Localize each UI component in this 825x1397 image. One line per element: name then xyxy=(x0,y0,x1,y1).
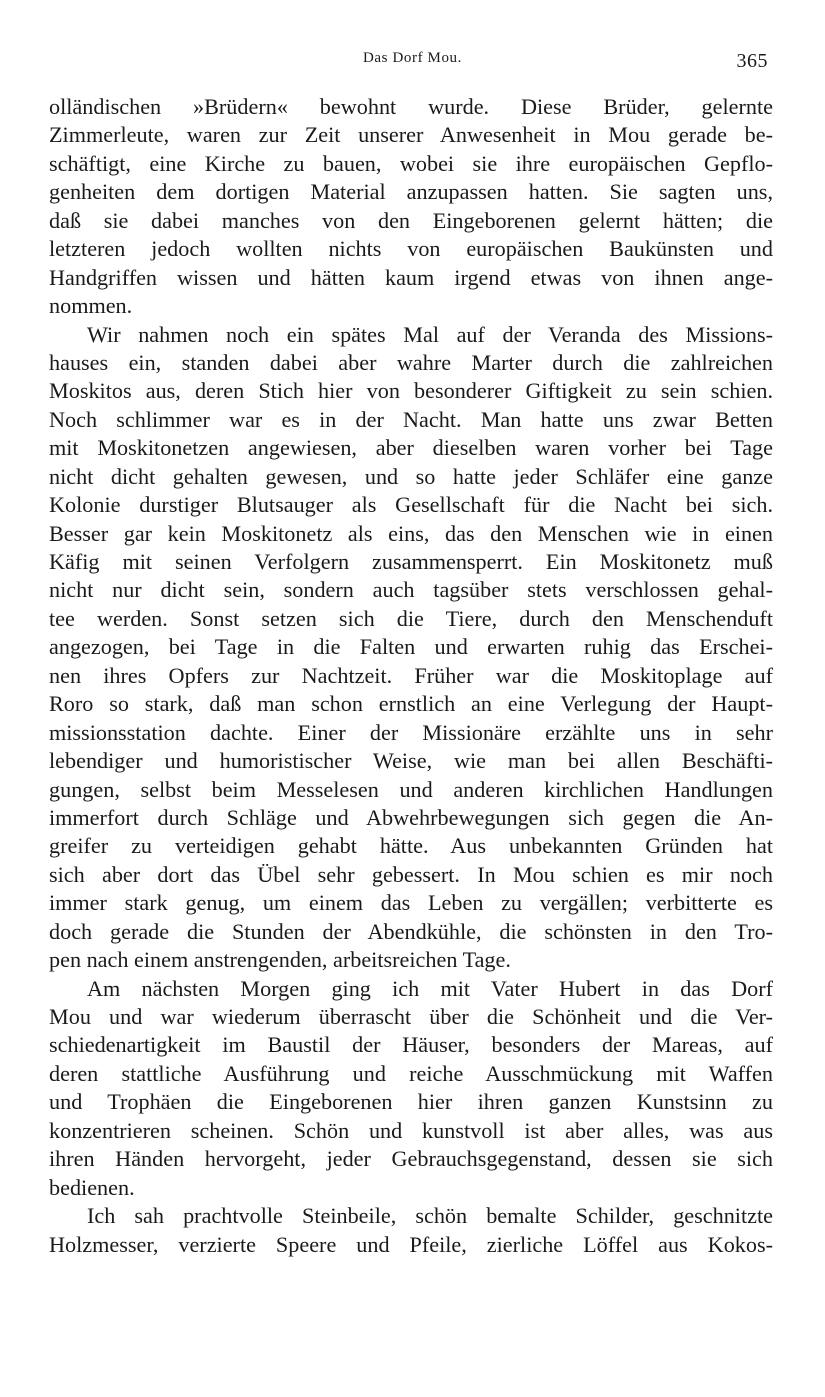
text-line: daß sie dabei manches von den Eingeborenen gelernt hätten; die xyxy=(49,207,773,233)
running-title: Das Dorf Mou. xyxy=(362,50,463,66)
text-line: Besser gar kein Moskitonetz als eins, das den Menschen wie in einen xyxy=(49,520,773,546)
text-line: nen ihres Opfers zur Nachtzeit. Früher war die Moskitoplage auf xyxy=(49,662,773,688)
text-line: immerfort durch Schläge und Abwehrbewegungen sich gegen die An- xyxy=(49,804,773,830)
text-line: letzteren jedoch wollten nichts von europäischen Baukünsten und xyxy=(49,236,773,262)
text-line: sich aber dort das Übel sehr gebessert. In Mou schien es mir noch xyxy=(49,861,773,887)
text-line: nicht dicht gehalten gewesen, und so hatte jeder Schläfer eine ganze xyxy=(49,463,773,489)
text-line: bedienen. xyxy=(49,1174,135,1200)
text-line: Ich sah prachtvolle Steinbeile, schön bemalte Schilder, geschnitzte xyxy=(87,1203,773,1229)
text-line: Mou und war wiederum überrascht über die Schönheit und die Ver- xyxy=(49,1004,773,1029)
text-line: deren stattliche Ausführung und reiche Ausschmückung mit Waffen xyxy=(49,1060,773,1086)
text-line: Moskitos aus, deren Stich hier von besonderer Giftigkeit zu sein schien. xyxy=(49,378,773,404)
text-line: nicht nur dicht sein, sondern auch tagsüber stets verschlossen gehal- xyxy=(49,577,773,603)
text-line: lebendiger und humoristischer Weise, wie man bei allen Beschäfti- xyxy=(49,748,773,774)
text-line: angezogen, bei Tage in die Falten und erwarten ruhig das Erschei- xyxy=(49,634,773,660)
text-line: Handgriffen wissen und hätten kaum irgend etwas von ihnen ange- xyxy=(49,264,773,290)
text-line: greifer zu verteidigen gehabt hätte. Aus unbekannten Gründen hat xyxy=(49,833,773,859)
text-line: hauses ein, standen dabei aber wahre Marter durch die zahlreichen xyxy=(49,349,773,375)
text-line: und Trophäen die Eingeborenen hier ihren ganzen Kunstsinn zu xyxy=(49,1089,773,1115)
text-line: Holzmesser, verzierte Speere und Pfeile, zierliche Löffel aus Kokos- xyxy=(49,1231,773,1257)
text-line: genheiten dem dortigen Material anzupassen hatten. Sie sagten uns, xyxy=(49,179,773,205)
text-line: schäftigt, eine Kirche zu bauen, wobei sie ihre europäischen Gepflo- xyxy=(49,150,773,176)
text-line: Zimmerleute, waren zur Zeit unserer Anwesenheit in Mou gerade be- xyxy=(49,122,773,148)
text-line: Käfig mit seinen Verfolgern zusammensperrt. Ein Moskitonetz muß xyxy=(49,549,773,574)
text-line: Am nächsten Morgen ging ich mit Vater Hubert in das Dorf xyxy=(87,975,773,1001)
text-line: mit Moskitonetzen angewiesen, aber dieselben waren vorher bei Tage xyxy=(49,435,773,461)
text-line: olländischen »Brüdern« bewohnt wurde. Diese Brüder, gelernte xyxy=(49,94,773,119)
body-text xyxy=(49,93,773,1259)
page-number: 365 xyxy=(736,50,768,72)
text-line: pen nach einem anstrengenden, arbeitsreichen Tage. xyxy=(49,947,511,973)
text-line: doch gerade die Stunden der Abendkühle, die schönsten in den Tro- xyxy=(49,918,773,944)
text-line: konzentrieren scheinen. Schön und kunstvoll ist aber alles, was aus xyxy=(49,1117,773,1143)
text-line: gungen, selbst beim Messelesen und anderen kirchlichen Handlungen xyxy=(49,776,773,802)
text-line: schiedenartigkeit im Baustil der Häuser, besonders der Mareas, auf xyxy=(49,1032,773,1058)
text-line: Noch schlimmer war es in der Nacht. Man hatte uns zwar Betten xyxy=(49,406,773,432)
text-line: nommen. xyxy=(49,293,133,319)
text-line: immer stark genug, um einem das Leben zu vergällen; verbitterte es xyxy=(49,890,773,916)
text-line: ihren Händen hervorgeht, jeder Gebrauchsgegenstand, dessen sie sich xyxy=(49,1146,773,1172)
text-line: tee werden. Sonst setzen sich die Tiere, durch den Menschenduft xyxy=(49,605,773,631)
text-line: missionsstation dachte. Einer der Missionäre erzählte uns in sehr xyxy=(49,719,773,745)
text-line: Wir nahmen noch ein spätes Mal auf der Veranda des Missions- xyxy=(87,321,773,347)
text-line: Kolonie durstiger Blutsauger als Gesellschaft für die Nacht bei sich. xyxy=(49,492,773,518)
text-line: Roro so stark, daß man schon ernstlich an eine Verlegung der Haupt- xyxy=(49,691,773,717)
